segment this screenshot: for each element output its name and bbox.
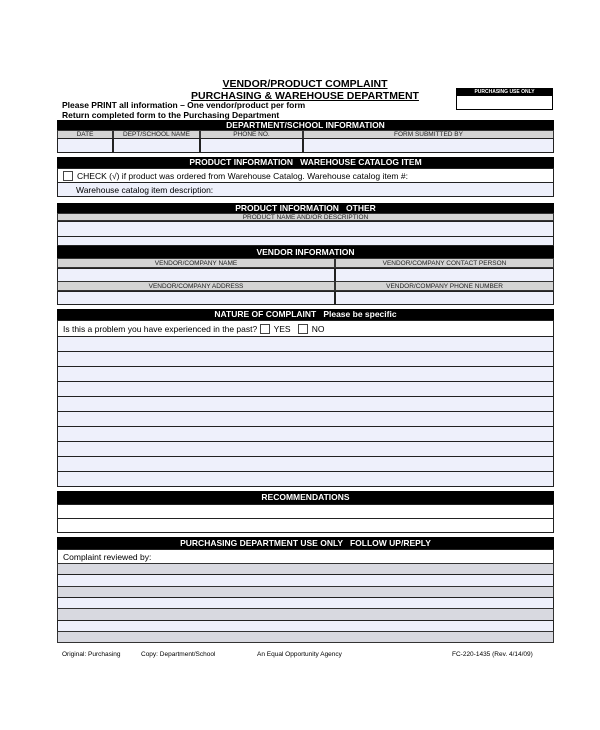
vendor-name-field[interactable] [57, 268, 335, 282]
phone-label: PHONE NO. [200, 130, 303, 139]
footer-agency: An Equal Opportunity Agency [257, 651, 342, 658]
footer-original: Original: Purchasing [62, 651, 121, 658]
date-field[interactable] [57, 138, 113, 153]
dept-name-label: DEPT/SCHOOL NAME [113, 130, 200, 139]
purchasing-use-only-field[interactable] [457, 96, 552, 109]
complaint-line[interactable] [57, 336, 554, 352]
complaint-question-row [57, 320, 554, 337]
date-label: DATE [57, 130, 113, 139]
vendor-name-label: VENDOR/COMPANY NAME [57, 258, 335, 268]
vendor-phone-label: VENDOR/COMPANY PHONE NUMBER [335, 281, 554, 291]
complaint-line[interactable] [57, 366, 554, 382]
purchasing-use-only-box [456, 88, 553, 110]
warehouse-description-label: Warehouse catalog item description: [76, 184, 214, 195]
yes-label: YES [273, 323, 291, 334]
submitted-by-label: FORM SUBMITTED BY [303, 130, 554, 139]
vendor-contact-label: VENDOR/COMPANY CONTACT PERSON [335, 258, 554, 268]
complaint-line[interactable] [57, 411, 554, 427]
warehouse-check-label: CHECK (√) if product was ordered from Warehouse Catalog. Warehouse catalog item #: [77, 170, 408, 181]
form-subtitle: PURCHASING & WAREHOUSE DEPARTMENT [191, 90, 419, 102]
complaint-line[interactable] [57, 471, 554, 487]
no-label: NO [311, 323, 325, 334]
recommendations-line[interactable] [57, 504, 554, 519]
followup-header: PURCHASING DEPARTMENT USE ONLY FOLLOW UP/REPLY [57, 537, 554, 549]
vendor-phone-field[interactable] [335, 291, 554, 305]
reviewed-by-row[interactable] [57, 549, 554, 564]
complaint-line[interactable] [57, 381, 554, 397]
submitted-by-field[interactable] [303, 138, 554, 153]
complaint-section-header: NATURE OF COMPLAINT Please be specific [57, 309, 554, 320]
no-checkbox[interactable] [298, 324, 308, 334]
complaint-question: Is this a problem you have experienced in the past? [63, 323, 258, 334]
reviewed-by-label: Complaint reviewed by: [63, 551, 152, 562]
form-title: VENDOR/PRODUCT COMPLAINT [222, 78, 388, 90]
complaint-line[interactable] [57, 441, 554, 457]
complaint-line[interactable] [57, 396, 554, 412]
yes-checkbox[interactable] [260, 324, 270, 334]
vendor-address-label: VENDOR/COMPANY ADDRESS [57, 281, 335, 291]
warehouse-catalog-checkbox[interactable] [63, 171, 73, 181]
complaint-line[interactable] [57, 426, 554, 442]
other-section-header: PRODUCT INFORMATION OTHER [57, 203, 554, 213]
warehouse-description-row[interactable] [57, 182, 554, 197]
followup-line[interactable] [57, 631, 554, 643]
product-description-label: PRODUCT NAME AND/OR DESCRIPTION [57, 213, 554, 221]
vendor-address-field[interactable] [57, 291, 335, 305]
warehouse-section-header: PRODUCT INFORMATION WAREHOUSE CATALOG ITEM [57, 157, 554, 168]
product-description-field-1[interactable] [57, 221, 554, 237]
dept-name-field[interactable] [113, 138, 200, 153]
footer-copy: Copy: Department/School [141, 651, 216, 658]
vendor-section-header: VENDOR INFORMATION [57, 246, 554, 258]
vendor-contact-field[interactable] [335, 268, 554, 282]
product-description-field-2[interactable] [57, 236, 554, 246]
warehouse-check-row [57, 168, 554, 183]
instruction-print: Please PRINT all information – One vendor/product per form [62, 100, 306, 110]
footer-form-number: FC-220-1435 (Rev. 4/14/09) [452, 651, 533, 658]
complaint-line[interactable] [57, 456, 554, 472]
instruction-return: Return completed form to the Purchasing Department [62, 110, 280, 120]
purchasing-use-only-label: PURCHASING USE ONLY [457, 89, 552, 96]
recommendations-header: RECOMMENDATIONS [57, 491, 554, 504]
recommendations-line[interactable] [57, 518, 554, 533]
dept-section-header: DEPARTMENT/SCHOOL INFORMATION [57, 120, 554, 130]
complaint-line[interactable] [57, 351, 554, 367]
phone-field[interactable] [200, 138, 303, 153]
